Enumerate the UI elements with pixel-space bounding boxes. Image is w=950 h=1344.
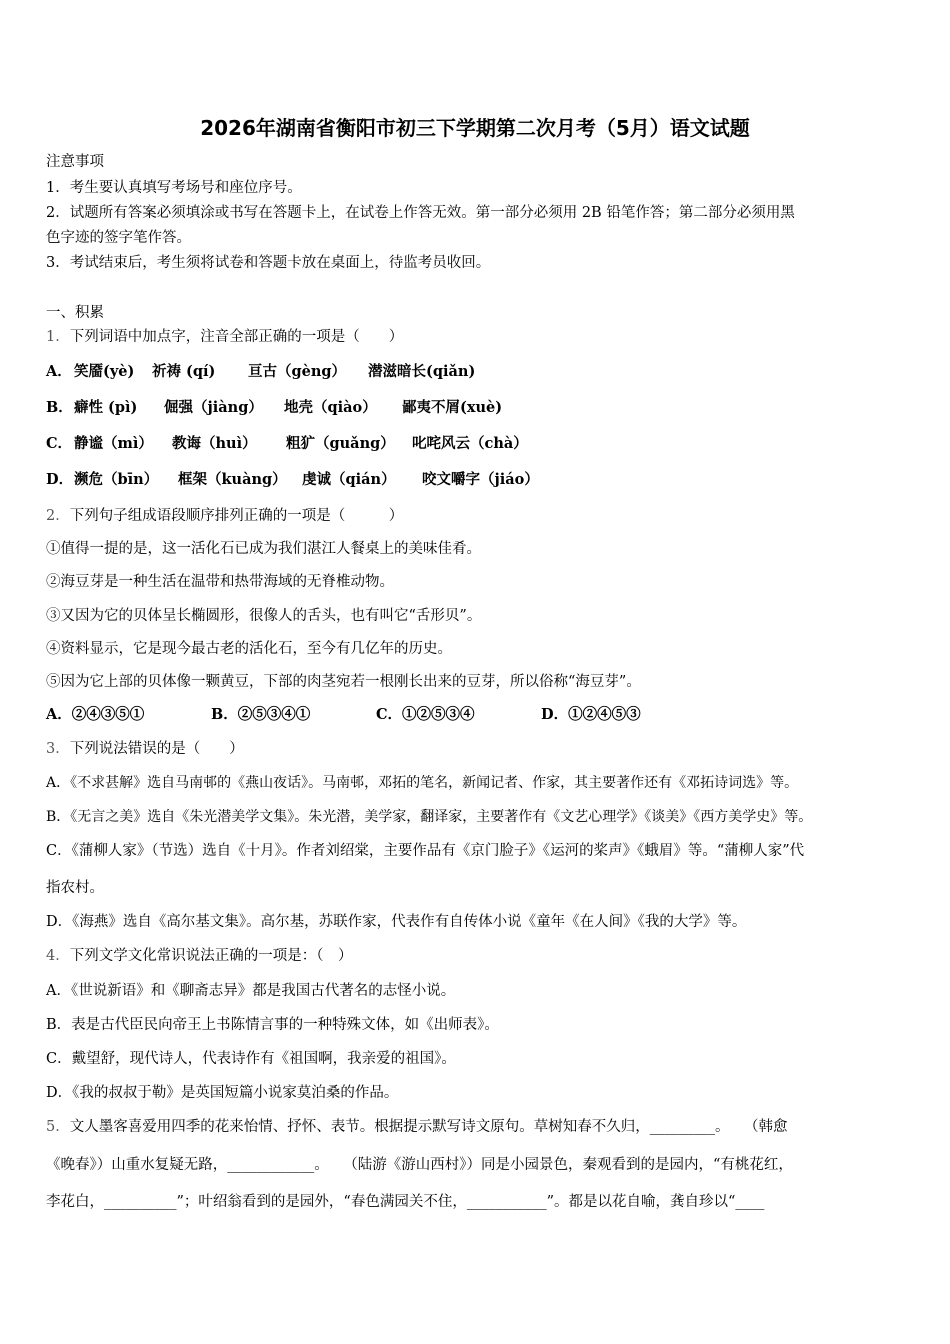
q4-option-d: D．《我的叔叔于勒》是英国短篇小说家莫泊桑的作品。	[46, 1085, 399, 1101]
q1-option-a: A． 笑靥(yè) 祈祷 (qí) 亘古（gèng） 潜滋暗长(qiǎn)	[46, 363, 476, 380]
question-stem: 下列说法错误的是（ ）	[69, 741, 244, 757]
q3-option-d: D．《海燕》选自《高尔基文集》。高尔基，苏联作家，代表作有自传体小说《童年《在人间》《我的大学》等。	[46, 914, 747, 930]
q2-option-b: B．②⑤③④①	[211, 706, 311, 723]
q5-line: 李花白，__________”；叶绍翁看到的是园外，“春色满园关不住，___________”。都是以花自喻，龚自珍以“____	[46, 1194, 765, 1210]
q1-option-d: D．濒危（bīn） 框架（kuàng） 虔诚（qián） 咬文嚼字（jiáo）	[46, 471, 539, 488]
q1-option-c: C． 静谧（mì） 教诲（huì） 粗犷（guǎng） 叱咤风云（chà）	[46, 435, 528, 452]
notice-item: 3．考试结束后，考生须将试卷和答题卡放在桌面上，待监考员收回。	[46, 255, 491, 271]
section-heading: 一、积累	[46, 305, 104, 321]
question-stem: 下列词语中加点字，注音全部正确的一项是（ ）	[69, 329, 404, 345]
q2-sentence: ⑤因为它上部的贝体像一颗黄豆，下部的肉茎宛若一根刚长出来的豆芽，所以俗称“海豆芽”。	[46, 674, 641, 690]
notice-item: 1．考生要认真填写考场号和座位序号。	[46, 180, 302, 196]
q2-sentence: ①值得一提的是，这一活化石已成为我们湛江人餐桌上的美味佳肴。	[46, 541, 481, 557]
q2-option-c: C．①②⑤③④	[376, 706, 475, 723]
notice-item: 2．试题所有答案必须填涂或书写在答题卡上，在试卷上作答无效。第一部分必须用 2B 铅笔作答；第二部分必须用黑	[46, 205, 795, 221]
q1-option-b: B．癖性 (pì) 倔强（jiàng） 地壳（qiào） 鄙夷不屑(xuè)	[46, 399, 503, 416]
question-1	[46, 327, 403, 347]
q3-option-b: B．《无言之美》选自《朱光潜美学文集》。朱光潜，美学家，翻译家，主要著作有《文艺心理学》《谈美》《西方美学史》等。	[46, 809, 813, 825]
q4-option-c: C．戴望舒，现代诗人，代表诗作有《祖国啊，我亲爱的祖国》。	[46, 1051, 456, 1067]
q2-sentence: ④资料显示，它是现今最古老的活化石，至今有几亿年的历史。	[46, 641, 452, 657]
question-5	[46, 1117, 787, 1137]
question-stem: 文人墨客喜爱用四季的花来怡情、抒怀、表节。根据提示默写诗文原句。草树知春不久归，_________。 （韩愈	[69, 1119, 788, 1135]
question-4	[46, 946, 352, 966]
question-number: 4．	[46, 948, 70, 964]
q2-options	[46, 705, 641, 725]
notice-item: 色字迹的签字笔作答。	[46, 230, 191, 246]
q3-option-c-cont: 指农村。	[46, 880, 104, 896]
page-title: 2026年湖南省衡阳市初三下学期第二次月考（5月）语文试题	[200, 116, 750, 140]
q2-option-a: A．②④③⑤①	[46, 706, 145, 723]
question-number: 2．	[46, 508, 70, 524]
question-number: 1．	[46, 329, 70, 345]
q3-option-a: A．《不求甚解》选自马南邨的《燕山夜话》。马南邨，邓拓的笔名，新闻记者、作家，其主要著作还有《邓拓诗词选》等。	[46, 775, 799, 791]
q2-sentence: ②海豆芽是一种生活在温带和热带海域的无脊椎动物。	[46, 574, 394, 590]
q3-option-c: C．《蒲柳人家》（节选）选自《十月》。作者刘绍棠，主要作品有《京门脸子》《运河的桨声》《蛾眉》等。“蒲柳人家”代	[46, 843, 805, 859]
question-2	[46, 506, 403, 526]
q2-option-d: D．①②④⑤③	[541, 706, 641, 723]
question-3	[46, 739, 244, 759]
question-stem: 下列文学文化常识说法正确的一项是：（ ）	[69, 948, 353, 964]
q5-line: 《晚春》）山重水复疑无路，____________。 （陆游《游山西村》）同是小园景色，秦观看到的是园内，“有桃花红，	[46, 1157, 793, 1173]
question-stem: 下列句子组成语段顺序排列正确的一项是（ ）	[69, 508, 404, 524]
question-number: 5．	[46, 1119, 70, 1135]
q4-option-a: A．《世说新语》和《聊斋志异》都是我国古代著名的志怪小说。	[46, 983, 456, 999]
q2-sentence: ③又因为它的贝体呈长椭圆形，很像人的舌头，也有叫它“舌形贝”。	[46, 608, 482, 624]
notice-heading: 注意事项	[46, 154, 104, 170]
q4-option-b: B．表是古代臣民向帝王上书陈情言事的一种特殊文体，如《出师表》。	[46, 1017, 499, 1033]
question-number: 3．	[46, 741, 70, 757]
